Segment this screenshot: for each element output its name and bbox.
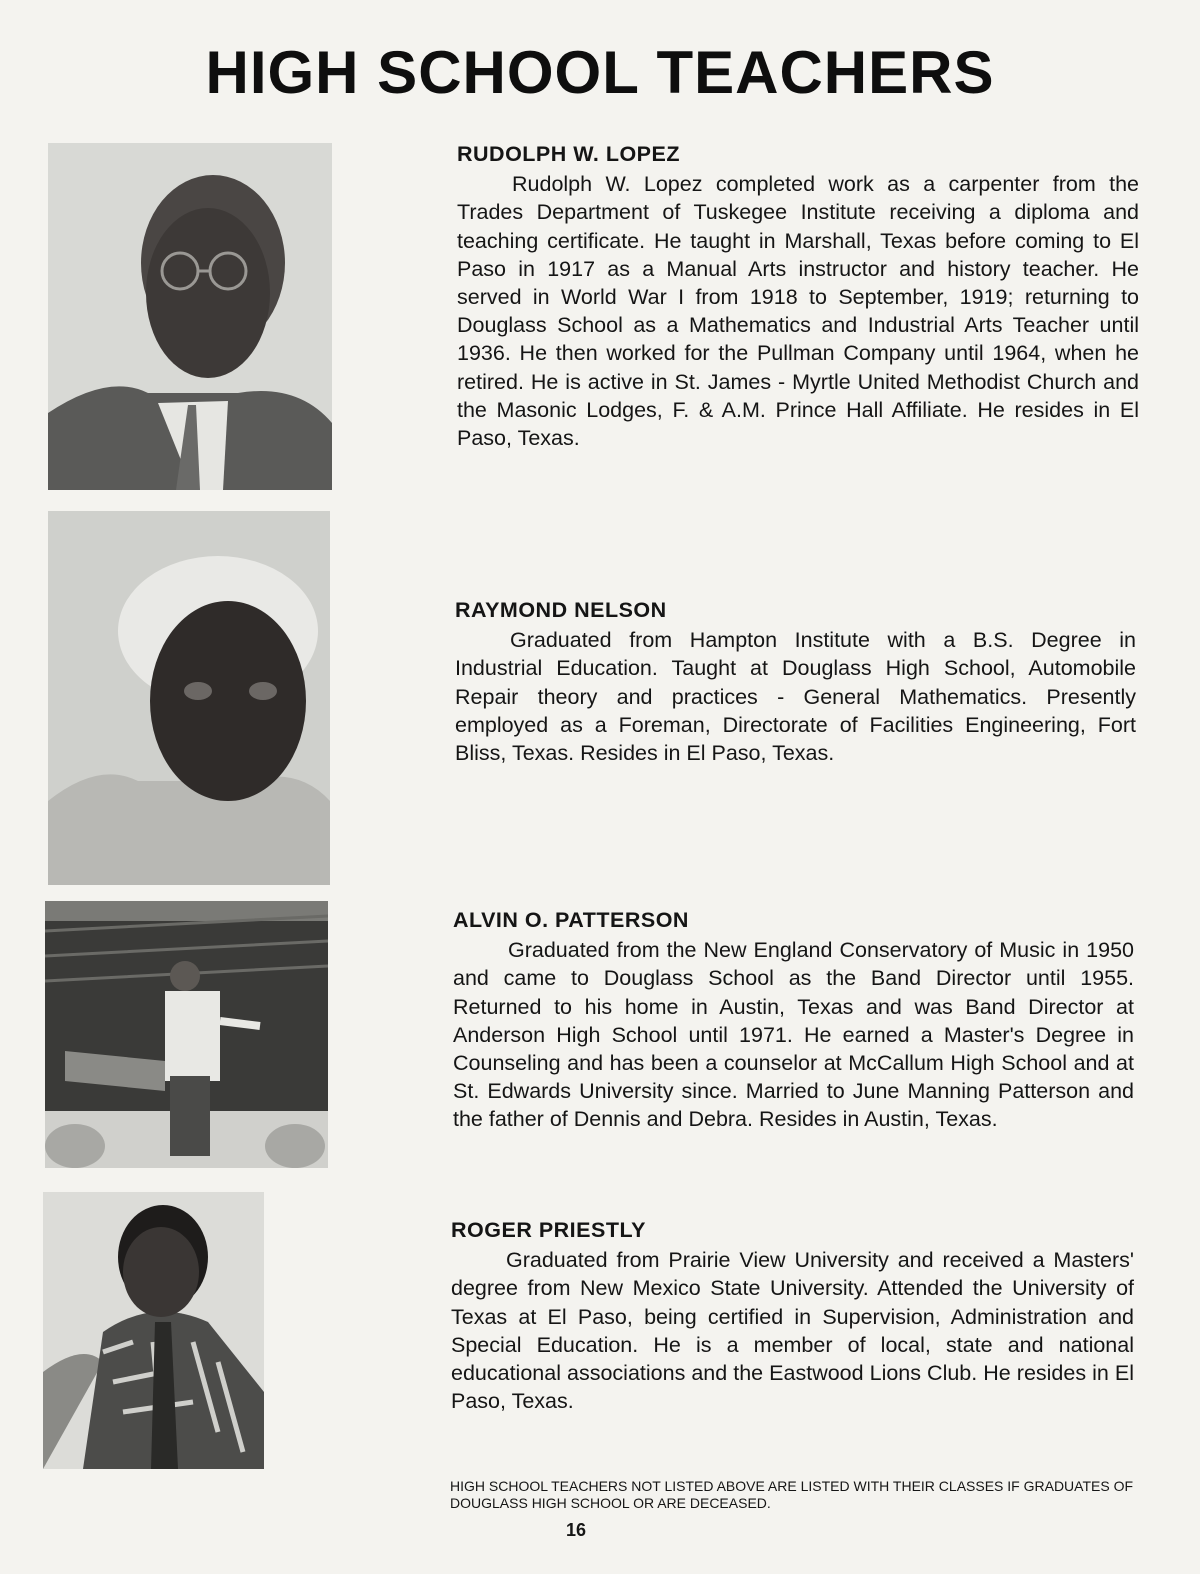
teacher-photo-lopez xyxy=(48,143,332,490)
teacher-bio-patterson xyxy=(453,906,1134,1134)
teacher-bio-text: Rudolph W. Lopez completed work as a carpenter from the Trades Department of Tuskegee Institute receiving a diploma and teaching certificate. He taught in Marshall, Texas before coming to El Paso in 1917 as a Manual Arts instructor and history teacher. He served in World War I from 1918 to September, 1919; returning to Douglass School as a Mathematics and Industrial Arts Teacher until 1936. He then worked for the Pullman Company until 1964, when he retired. He is active in St. James - Myrtle United Methodist Church and the Masonic Lodges, F. & A.M. Prince Hall Affiliate. He resides in El Paso, Texas. xyxy=(457,172,1139,451)
teacher-name: RAYMOND NELSON xyxy=(455,598,667,622)
teacher-name: RUDOLPH W. LOPEZ xyxy=(457,142,680,166)
footnote: HIGH SCHOOL TEACHERS NOT LISTED ABOVE ARE LISTED WITH THEIR CLASSES IF GRADUATES OF DOUGLASS HIGH SCHOOL OR ARE DECEASED. xyxy=(450,1478,1134,1511)
teacher-name: ALVIN O. PATTERSON xyxy=(453,908,689,932)
teacher-photo-patterson xyxy=(45,901,328,1168)
teacher-bio-text: Graduated from the New England Conservatory of Music in 1950 and came to Douglass School as the Band Director until 1955. Returned to his home in Austin, Texas and was Band Director at Anderson High School until 1971. He earned a Master's Degree in Counseling and has been a counselor at McCallum High School and at St. Edwards University since. Married to June Manning Patterson and the father of Dennis and Debra. Resides in Austin, Texas. xyxy=(453,938,1134,1132)
page-title: HIGH SCHOOL TEACHERS xyxy=(205,39,995,106)
teacher-bio-text: Graduated from Prairie View University and received a Masters' degree from New Mexico State University. Attended the University of Texas at El Paso, being certified in Supervision, Administration and Special Education. He is a member of local, state and national educational associations and the Eastwood Lions Club. He resides in El Paso, Texas. xyxy=(451,1248,1134,1414)
teacher-bio-lopez xyxy=(457,140,1139,452)
teacher-bio-text: Graduated from Hampton Institute with a B.S. Degree in Industrial Education. Taught at Douglass High School, Automobile Repair theory and practices - General Mathematics. Presently employed as a Foreman, Directorate of Facilities Engineering, Fort Bliss, Texas. Resides in El Paso, Texas. xyxy=(455,628,1136,766)
teacher-photo-priestly xyxy=(43,1192,264,1469)
teacher-name: ROGER PRIESTLY xyxy=(451,1218,646,1242)
teacher-bio-priestly xyxy=(451,1216,1134,1415)
page-number: 16 xyxy=(566,1520,587,1540)
teacher-bio-nelson xyxy=(455,596,1136,767)
teacher-photo-nelson xyxy=(48,511,330,885)
